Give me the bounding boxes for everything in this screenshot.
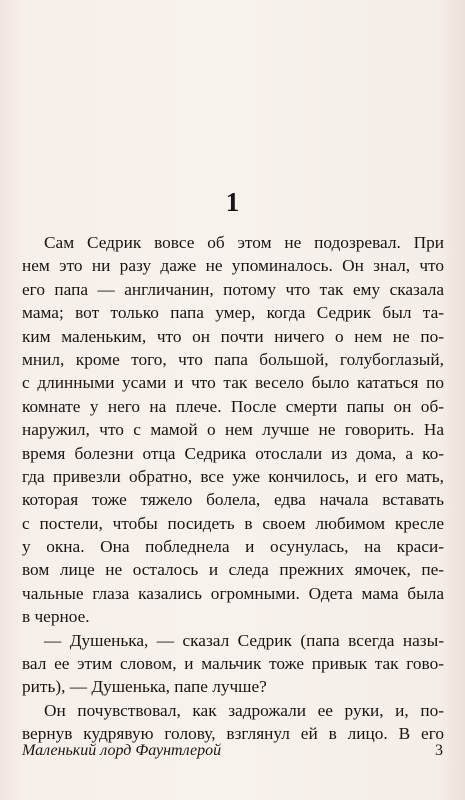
text-line: мама; вот только папа умер, когда Седрик был та-: [22, 303, 444, 323]
text-line: Сам Седрик вовсе об этом не подозревал. При: [44, 233, 444, 252]
text-line: нем это ни разу даже не упоминалось. Он знал, что: [22, 256, 444, 276]
text-line: гда привезли обратно, все уже кончилось, и его мать,: [22, 466, 444, 486]
chapter-number: 1: [225, 187, 240, 217]
text-line: в черное.: [22, 607, 90, 627]
text-line: с постели, чтобы посидеть в своем любимом кресле: [22, 513, 444, 533]
text-line: наружил, что с мамой о нем лучше не говорить. На: [22, 420, 444, 440]
text-line: мнил, кроме того, что папа большой, голубоглазый,: [22, 349, 444, 369]
text-line: вернув кудрявую голову, взглянул ей в лицо. В его: [22, 724, 444, 744]
body-text: [22, 231, 444, 746]
text-line: вал ее этим словом, и мальчик тоже привык так гово-: [22, 654, 444, 674]
page-number: 3: [435, 742, 443, 759]
text-line: вом лице не осталось и следа прежних ямочек, пе-: [22, 560, 444, 580]
text-line: у окна. Она побледнела и осунулась, на краси-: [22, 537, 444, 557]
text-line: комнате у него на плече. После смерти папы он об-: [22, 396, 444, 416]
text-line: время болезни отца Седрика отослали из дома, а ко-: [22, 443, 444, 463]
text-line: Он почувствовал, как задрожали ее руки, и, по-: [44, 700, 444, 720]
text-line: которая тоже тяжело болела, едва начала вставать: [22, 490, 444, 510]
text-line: с длинными усами и что так весело было кататься по: [22, 373, 444, 393]
text-line: чальные глаза казались огромными. Одета мама была: [22, 583, 444, 603]
text-line: ким маленьким, что он почти ничего о нем не по-: [22, 326, 444, 346]
text-line: — Душенька, — сказал Седрик (папа всегда назы-: [44, 630, 444, 650]
text-line: его папа — англичанин, потому что так ему сказала: [22, 279, 444, 299]
running-footer-title: Маленький лорд Фаунтлерой: [22, 742, 222, 759]
text-line: рить), — Душенька, папе лучше?: [22, 677, 267, 697]
